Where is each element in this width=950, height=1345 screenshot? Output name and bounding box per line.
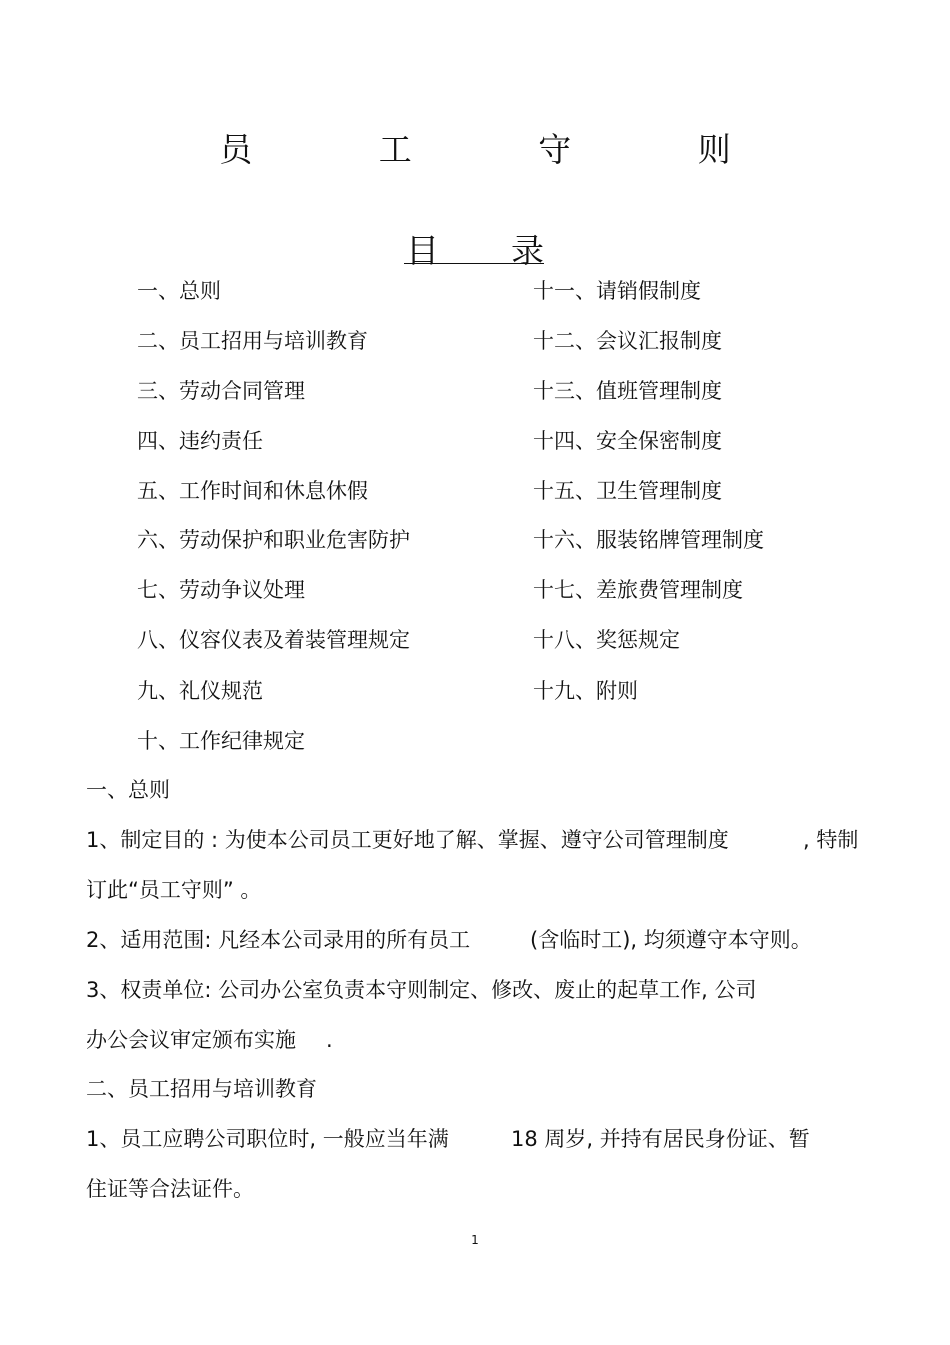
paragraph-line-fragment: , 特制 xyxy=(803,828,859,852)
toc-item-2: 二、员工招用与培训教育 xyxy=(137,329,368,353)
paragraph-line: 1、员工应聘公司职位时, 一般应当年满 xyxy=(86,1127,449,1151)
toc-item-4: 四、违约责任 xyxy=(137,429,263,453)
toc-item-1: 一、总则 xyxy=(137,279,221,303)
toc-item-12: 十二、会议汇报制度 xyxy=(533,329,722,353)
toc-item-8: 八、仪容仪表及着装管理规定 xyxy=(137,628,410,652)
toc-item-7: 七、劳动争议处理 xyxy=(137,578,305,602)
toc-item-5: 五、工作时间和休息休假 xyxy=(137,479,368,503)
paragraph-line: 3、权责单位: 公司办公室负责本守则制定、修改、废止的起草工作, 公司 xyxy=(86,978,757,1002)
document-title: 员 工 守 则 xyxy=(219,130,789,169)
toc-item-9: 九、礼仪规范 xyxy=(137,679,263,703)
toc-heading-right: 录 xyxy=(511,231,544,270)
paragraph-line: 2、适用范围: 凡经本公司录用的所有员工 xyxy=(86,928,471,952)
toc-item-17: 十七、差旅费管理制度 xyxy=(533,578,743,602)
toc-item-10: 十、工作纪律规定 xyxy=(137,729,305,753)
toc-item-19: 十九、附则 xyxy=(533,679,638,703)
paragraph-line: 订此“员工守则” 。 xyxy=(86,878,262,902)
paragraph-line-fragment: . xyxy=(326,1028,333,1052)
page-number: 1 xyxy=(471,1233,479,1247)
paragraph-line-fragment: 18 周岁, 并持有居民身份证、暂 xyxy=(511,1127,810,1151)
toc-item-16: 十六、服装铭牌管理制度 xyxy=(533,528,764,552)
section-heading: 一、总则 xyxy=(86,778,170,802)
toc-item-14: 十四、安全保密制度 xyxy=(533,429,722,453)
toc-item-13: 十三、值班管理制度 xyxy=(533,379,722,403)
toc-item-15: 十五、卫生管理制度 xyxy=(533,479,722,503)
toc-item-6: 六、劳动保护和职业危害防护 xyxy=(137,528,410,552)
toc-heading-left: 目 xyxy=(406,231,439,270)
paragraph-line: 住证等合法证件。 xyxy=(86,1177,254,1201)
section-heading: 二、员工招用与培训教育 xyxy=(86,1077,317,1101)
paragraph-line: 1、制定目的 : 为使本公司员工更好地了解、掌握、遵守公司管理制度 xyxy=(86,828,729,852)
toc-heading xyxy=(404,225,544,270)
toc-item-11: 十一、请销假制度 xyxy=(533,279,701,303)
paragraph-line: 办公会议审定颁布实施 xyxy=(86,1028,296,1052)
toc-item-3: 三、劳动合同管理 xyxy=(137,379,305,403)
toc-item-18: 十八、奖惩规定 xyxy=(533,628,680,652)
paragraph-line-fragment: (含临时工), 均须遵守本守则。 xyxy=(530,928,812,952)
